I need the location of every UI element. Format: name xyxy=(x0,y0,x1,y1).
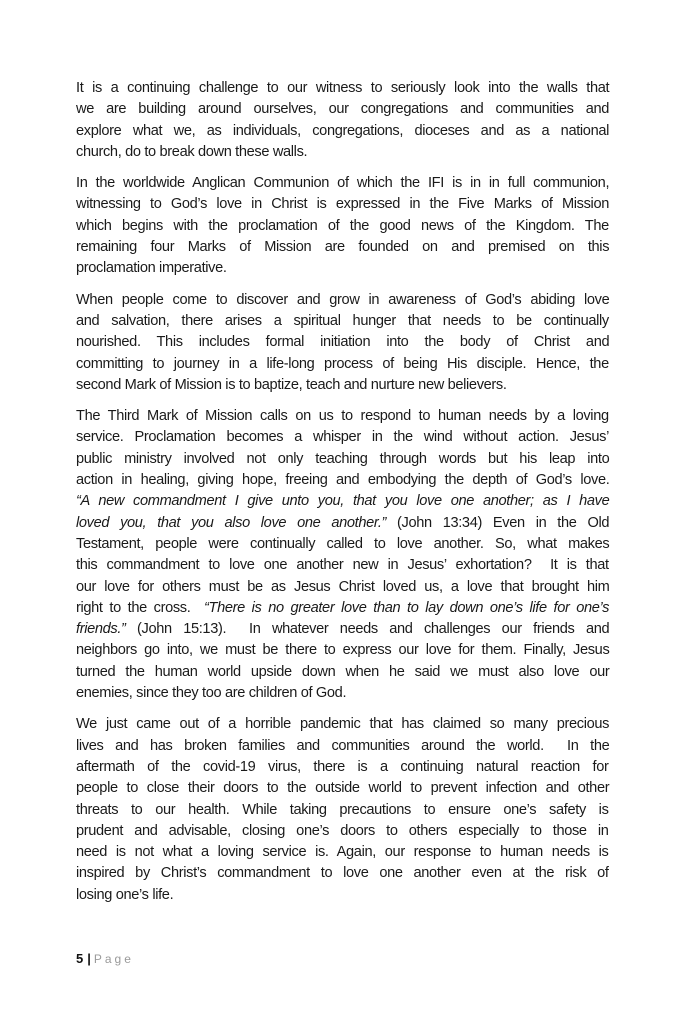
text-line xyxy=(76,99,609,120)
document-body xyxy=(76,78,609,916)
text-line xyxy=(76,683,609,704)
text-line xyxy=(76,736,609,757)
body-text: action in healing, giving hope, freeing and embodying the depth of God’s love. xyxy=(76,472,610,489)
body-text: The Third Mark of Mission calls on us to respond to human needs by a loving xyxy=(76,408,609,425)
body-text: It is a continuing challenge to our witness to seriously look into the walls that xyxy=(76,80,610,96)
body-text: (John 13:34) Even in the Old xyxy=(386,514,610,531)
body-text: inspired by Christ’s commandment to love one another even at the risk of xyxy=(76,865,609,882)
text-line xyxy=(76,714,609,735)
text-line xyxy=(76,142,609,163)
text-line xyxy=(76,577,609,598)
body-text: Testament, people were continually called to love another. So, what makes xyxy=(76,535,610,552)
italic-quote-text: loved you, that you also love one another.” xyxy=(76,514,387,531)
text-line xyxy=(76,757,609,778)
body-text: service. Proclamation becomes a whisper in the wind without action. Jesus’ xyxy=(76,429,609,446)
text-line xyxy=(76,555,609,576)
text-line xyxy=(76,821,609,842)
body-text: remaining four Marks of Mission are founded on and premised on this xyxy=(76,239,610,256)
text-line xyxy=(76,640,609,661)
text-line xyxy=(76,619,609,640)
body-text: losing one’s life. xyxy=(76,886,174,903)
body-text: which begins with the proclamation of the good news of the Kingdom. The xyxy=(76,217,609,234)
text-line xyxy=(76,173,609,194)
text-line xyxy=(76,258,609,279)
page-footer xyxy=(76,951,134,967)
body-text: neighbors go into, we must be there to express our love for them. Finally, Jesus xyxy=(76,642,610,659)
text-line xyxy=(76,237,609,258)
body-text: our love for others must be as Jesus Christ loved us, a love that brought him xyxy=(76,578,610,595)
page-separator: | xyxy=(87,951,91,966)
text-line xyxy=(76,662,609,683)
text-line xyxy=(76,800,609,821)
paragraph xyxy=(76,290,609,396)
italic-quote-text: “A new commandment I give unto you, that you love one another; as I have xyxy=(76,493,610,510)
paragraph xyxy=(76,406,609,704)
text-line xyxy=(76,778,609,799)
text-line xyxy=(76,863,609,884)
body-text: committing to journey in a life-long process of being His disciple. Hence, the xyxy=(76,355,609,372)
body-text: need is not what a loving service is. Again, our response to human needs is xyxy=(76,844,609,861)
paragraph xyxy=(76,78,609,163)
text-line xyxy=(76,842,609,863)
text-line xyxy=(76,194,609,215)
text-line xyxy=(76,427,609,448)
body-text: church, do to break down these walls. xyxy=(76,143,308,160)
body-text: In the worldwide Anglican Communion of which the IFI is in in full communion, xyxy=(76,175,610,192)
italic-quote-text: friends.” xyxy=(76,621,126,638)
body-text: turned the human world upside down when he said we must also love our xyxy=(76,663,610,680)
body-text: threats to our health. While taking precautions to ensure one’s safety is xyxy=(76,801,609,818)
body-text: people to close their doors to the outside world to prevent infection and other xyxy=(76,780,610,797)
text-line xyxy=(76,470,609,491)
body-text: prudent and advisable, closing one’s doors to others especially to those in xyxy=(76,822,609,839)
body-text: proclamation imperative. xyxy=(76,260,227,277)
text-line xyxy=(76,513,609,534)
text-line xyxy=(76,354,609,375)
text-line xyxy=(76,598,609,619)
italic-quote-text: “There is no greater love than to lay down one’s life for one’s xyxy=(204,599,610,616)
body-text: second Mark of Mission is to baptize, teach and nurture new believers. xyxy=(76,376,507,393)
body-text: witnessing to God’s love in Christ is expressed in the Five Marks of Mission xyxy=(76,196,609,213)
page-label: Page xyxy=(93,952,134,966)
text-line xyxy=(76,311,609,332)
text-line xyxy=(76,449,609,470)
body-text: and salvation, there arises a spiritual hunger that needs to be continually xyxy=(76,312,609,329)
body-text: public ministry involved not only teaching through words but his leap into xyxy=(76,450,610,467)
text-line xyxy=(76,121,609,142)
body-text: enemies, since they too are children of God. xyxy=(76,685,347,702)
body-text: right to the cross. xyxy=(76,599,204,616)
paragraph xyxy=(76,714,609,906)
text-line xyxy=(76,406,609,427)
body-text: nourished. This includes formal initiation into the body of Christ and xyxy=(76,334,610,351)
text-line xyxy=(76,885,609,906)
text-line xyxy=(76,78,609,99)
body-text: this commandment to love one another new in Jesus’ exhortation? It is that xyxy=(76,557,609,574)
text-line xyxy=(76,290,609,311)
text-line xyxy=(76,491,609,512)
body-text: We just came out of a horrible pandemic that has claimed so many precious xyxy=(76,716,610,733)
text-line xyxy=(76,534,609,555)
text-line xyxy=(76,216,609,237)
text-line xyxy=(76,375,609,396)
body-text: When people come to discover and grow in awareness of God’s abiding love xyxy=(76,291,610,308)
paragraph xyxy=(76,173,609,279)
body-text: (John 15:13). In whatever needs and challenges our friends and xyxy=(125,621,610,638)
body-text: explore what we, as individuals, congregations, dioceses and as a national xyxy=(76,122,609,139)
body-text: lives and has broken families and communities around the world. In the xyxy=(76,737,610,754)
body-text: we are building around ourselves, our congregations and communities and xyxy=(76,101,610,118)
body-text: aftermath of the covid-19 virus, there is a continuing natural reaction for xyxy=(76,758,609,775)
text-line xyxy=(76,332,609,353)
page-number: 5 xyxy=(76,951,84,966)
